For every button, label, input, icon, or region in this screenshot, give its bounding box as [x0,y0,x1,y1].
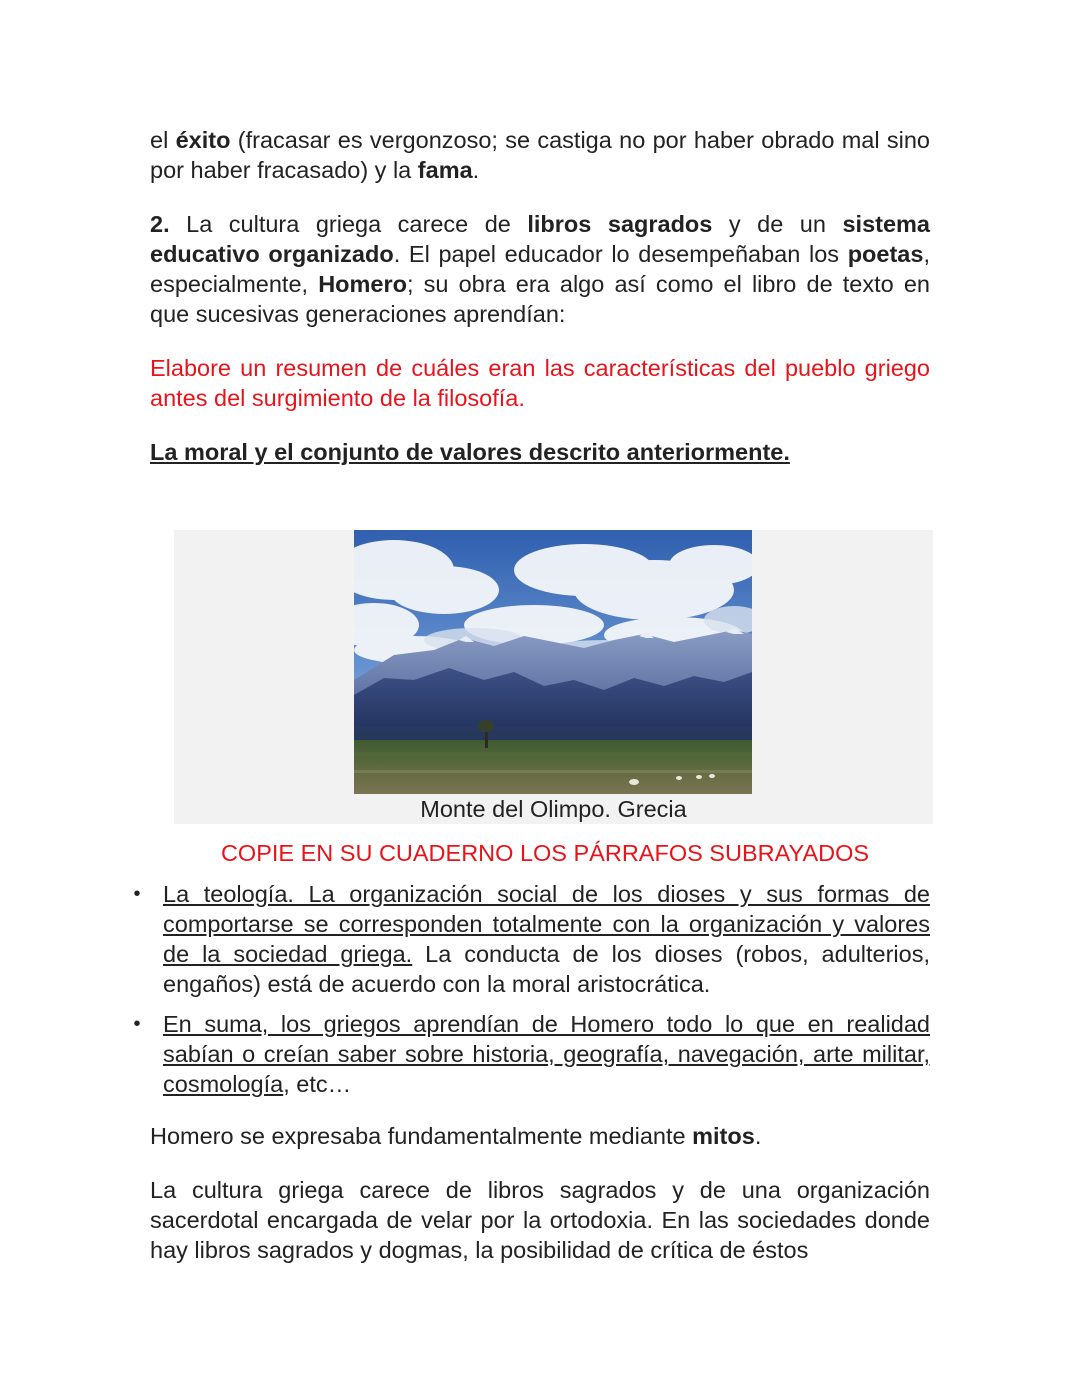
list-item [130,1009,930,1099]
instruction-resumen: Elabore un resumen de cuáles eran las características del pueblo griego antes del surgimiento de la filosofía. [150,355,930,411]
figure-monte-olimpo [174,530,933,824]
paragraph-libros-sagrados: La cultura griega carece de libros sagrados y de una organización sacerdotal encargada de velar por la ortodoxia. En las sociedades donde hay libros sagrados y dogmas, la posibilidad de crítica de éstos [150,1177,930,1263]
bullet-icon: • [133,1013,141,1035]
document-body [150,125,930,467]
bullet-list [130,879,930,1099]
bold-exito: éxito [175,127,231,153]
bullet-icon: • [133,883,141,905]
copy-instruction: COPIE EN SU CUADERNO LOS PÁRRAFOS SUBRAYADOS [220,840,870,866]
bold-mitos: mitos [692,1123,755,1149]
mountain-photo [354,530,752,794]
lower-section [150,1121,930,1265]
figure-caption: Monte del Olimpo. Grecia [420,796,687,822]
bullet-text: En suma, los griegos aprendían de Homero todo lo que en realidad sabían o creían saber sobre historia, geografía, navegación, arte militar, cosmología, etc… [163,1011,930,1097]
answer-heading: La moral y el conjunto de valores descrito anteriormente. [150,439,790,465]
list-item [130,879,930,999]
paragraph-exito-fama: el éxito (fracasar es vergonzoso; se castiga no por haber obrado mal sino por haber fracasado) y la fama. [150,127,931,183]
bullet-text: La teología. La organización social de los dioses y sus formas de comportarse se corresponden totalmente con la organización y valores de la sociedad griega. La conducta de los dioses (robos, adulterios, engaños) está de acuerdo con la moral aristocrática. [163,881,930,997]
paragraph-cultura-griega: 2. La cultura griega carece de libros sagrados y de un sistema educativo organizado. El papel educador lo desempeñaban los poetas, especialmente, Homero; su obra era algo así como el libro de texto en que sucesivas generaciones aprendían: [150,211,930,327]
paragraph-number: 2. [150,211,170,237]
bold-fama: fama [417,157,473,183]
paragraph-mitos: Homero se expresaba fundamentalmente mediante mitos. [150,1123,762,1149]
